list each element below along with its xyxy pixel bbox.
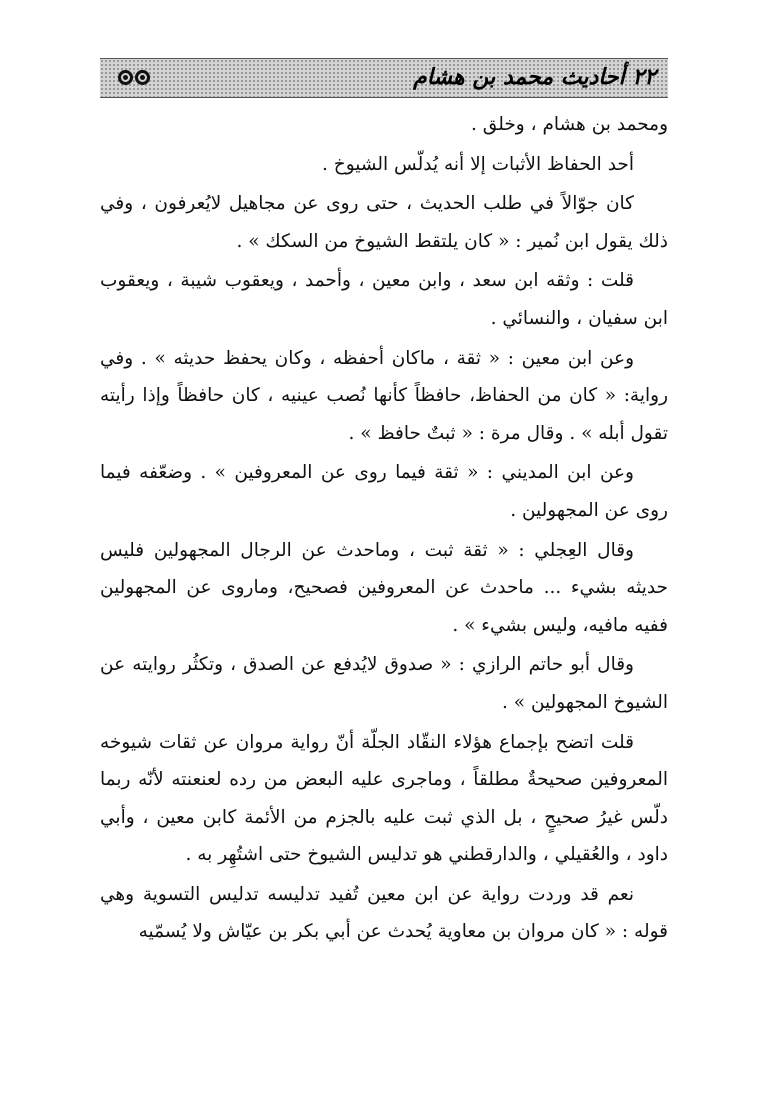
paragraph: قلت اتضح بإجماع هؤلاء النقّاد الجلّة أنّ رواية مروان عن ثقات شيوخه المعروفين صحيحةٌ مطلقاً ، وماجرى عليه البعض من رده لعنعنته لأنّه ربما دلّس غيرُ صحيحٍ ، بل الذي ثبت عليه بالجزم من الأئمة كابن معين ، وأبي داود ، والعُقيلي ، والدارقطني هو تدليس الشيوخ حتى اشتُهِر به . — [100, 731, 668, 866]
paragraph: نعم قد وردت رواية عن ابن معين تُفيد تدليسه تدليس التسوية وهي قوله : « كان مروان بن معاوية يُحدث عن أبي بكر بن عيّاش ولا يُسمّيه — [100, 883, 668, 943]
paragraph: وقال أبو حاتم الرازي : « صدوق لايُدفع عن الصدق ، وتكثُر روايته عن الشيوخ المجهولين » . — [100, 654, 668, 713]
paragraph: أحد الحفاظ الأثبات إلا أنه يُدلّس الشيوخ . — [322, 153, 634, 175]
paragraph: وعن ابن معين : « ثقة ، ماكان أحفظه ، وكان يحفظ حديثه » . وفي رواية: « كان من الحفاظ، حافظاً كأنها نُصب عينيه ، كان حافظاً وإذا رأيته تقول أبله » . وقال مرة : « ثبتٌ حافظ » . — [100, 347, 668, 444]
paragraph: قلت : وثقه ابن سعد ، وابن معين ، وأحمد ، ويعقوب شيبة ، ويعقوب ابن سفيان ، والنسائي . — [100, 270, 668, 329]
header-title: ٢٢ أحاديث محمد بن هشام — [413, 65, 656, 90]
circle-ornament-icon — [135, 70, 150, 85]
body-text — [100, 106, 668, 951]
paragraph: ومحمد بن هشام ، وخلق . — [471, 114, 668, 135]
circle-ornament-icon — [118, 70, 133, 85]
paragraph: وقال العِجلي : « ثقة ثبت ، وماحدث عن الرجال المجهولين فليس حديثه بشيء ... ماحدث عن المعروفين فصحيح، وماروى عن المجهولين ففيه مافيه، وليس بشيء » . — [100, 539, 668, 636]
paragraph: وعن ابن المديني : « ثقة فيما روى عن المعروفين » . وضعّفه فيما روى عن المجهولين . — [100, 462, 668, 521]
double-circle-ornament-icon — [118, 70, 150, 85]
running-header — [100, 58, 668, 98]
paragraph: كان جوّالاً في طلب الحديث ، حتى روى عن مجاهيل لايُعرفون ، وفي ذلك يقول ابن نُمير : « كان يلتقط الشيوخ من السكك » . — [100, 193, 668, 252]
